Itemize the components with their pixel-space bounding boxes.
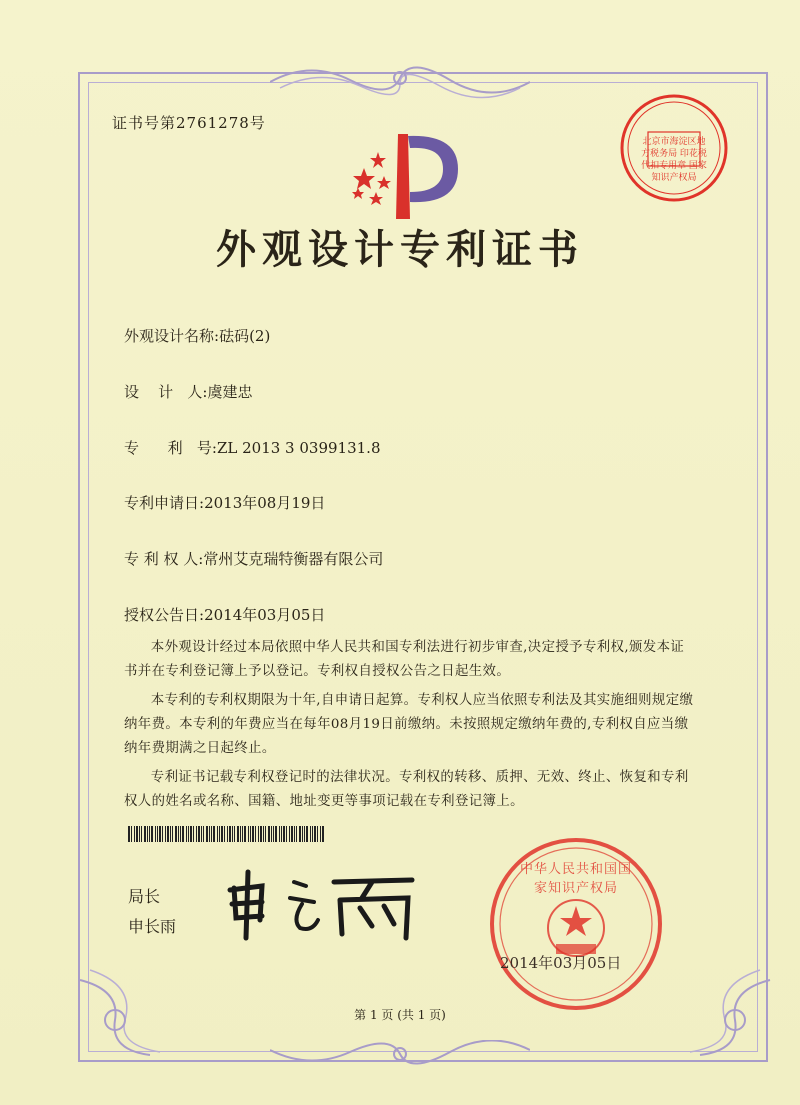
barcode-bar — [263, 826, 264, 842]
grant-date-row — [124, 604, 325, 625]
barcode-bar — [147, 826, 148, 842]
barcode-bar — [134, 826, 135, 842]
barcode-icon — [128, 826, 328, 842]
barcode-bar — [165, 826, 166, 842]
certificate-title: 外观设计专利证书 — [216, 226, 584, 273]
barcode-bar — [291, 826, 293, 842]
grant-date-label: 授权公告日: — [124, 606, 205, 624]
bottom-ornament-icon — [270, 1040, 530, 1074]
barcode-bar — [151, 826, 153, 842]
barcode-bar — [255, 826, 256, 842]
barcode-bar — [172, 826, 173, 842]
barcode-bar — [213, 826, 215, 842]
barcode-bar — [198, 826, 200, 842]
barcode-bar — [234, 826, 235, 842]
barcode-bar — [155, 826, 156, 842]
barcode-bar — [206, 826, 208, 842]
director-title: 局长 — [128, 887, 161, 906]
barcode-bar — [304, 826, 305, 842]
barcode-bar — [175, 826, 177, 842]
barcode-bar — [209, 826, 210, 842]
design-name-label: 外观设计名称: — [124, 327, 220, 345]
barcode-bar — [141, 826, 142, 842]
designer-row — [124, 381, 252, 402]
barcode-bar — [281, 826, 282, 842]
patent-number-value: ZL 2013 3 0399131.8 — [216, 439, 381, 457]
barcode-bar — [149, 826, 150, 842]
grant-stamp-date: 2014年03月05日 — [500, 954, 622, 972]
barcode-bar — [312, 826, 313, 842]
filing-date-row — [124, 492, 325, 513]
barcode-bar — [170, 826, 171, 842]
barcode-bar — [190, 826, 192, 842]
paragraph-grant: 本外观设计经过本局依照中华人民共和国专利法进行初步审查,决定授予专利权,颁发本证书并在专利登记簿上予以登记。专利权自授权公告之日起生效。 — [124, 640, 685, 679]
page-number: 第 1 页 (共 1 页) — [354, 1008, 446, 1022]
design-name-value: 砝码(2) — [219, 327, 271, 345]
barcode-bar — [167, 826, 169, 842]
barcode-bar — [252, 826, 254, 842]
barcode-bar — [302, 826, 303, 842]
barcode-bar — [306, 826, 308, 842]
barcode-bar — [188, 826, 189, 842]
barcode-bar — [131, 826, 132, 842]
barcode-bar — [294, 826, 295, 842]
barcode-bar — [242, 826, 243, 842]
barcode-bar — [248, 826, 249, 842]
barcode-bar — [296, 826, 297, 842]
grant-date-value: 2014年03月05日 — [204, 606, 326, 624]
barcode-bar — [310, 826, 311, 842]
barcode-bar — [275, 826, 277, 842]
patentee-value: 常州艾克瑞特衡器有限公司 — [203, 550, 384, 568]
sipo-logo-icon — [348, 124, 468, 224]
barcode-bar — [299, 826, 301, 842]
official-seal-text: 中华人民共和国国家知识产权局 — [520, 862, 633, 896]
barcode-bar — [271, 826, 272, 842]
patent-number-row — [124, 437, 381, 458]
barcode-bar — [317, 826, 318, 842]
top-ornament-icon — [270, 60, 530, 100]
certificate-body — [124, 636, 694, 819]
designer-value: 虞建忠 — [207, 383, 253, 401]
barcode-bar — [258, 826, 259, 842]
designer-label: 设 计 人: — [124, 383, 208, 401]
barcode-bar — [232, 826, 233, 842]
director-name: 申长雨 — [128, 917, 177, 936]
barcode-bar — [286, 826, 287, 842]
barcode-bar — [162, 826, 163, 842]
barcode-bar — [136, 826, 138, 842]
barcode-bar — [211, 826, 212, 842]
filing-date-label: 专利申请日: — [124, 494, 205, 512]
barcode-bar — [203, 826, 204, 842]
patentee-row — [124, 548, 383, 569]
barcode-bar — [182, 826, 184, 842]
barcode-bar — [320, 826, 321, 842]
barcode-bar — [180, 826, 181, 842]
barcode-bar — [224, 826, 225, 842]
barcode-bar — [186, 826, 187, 842]
barcode-bar — [240, 826, 241, 842]
barcode-bar — [157, 826, 158, 842]
barcode-bar — [144, 826, 146, 842]
barcode-bar — [250, 826, 251, 842]
barcode-bar — [237, 826, 239, 842]
barcode-bar — [229, 826, 231, 842]
director-signature-icon — [222, 868, 422, 948]
barcode-bar — [193, 826, 194, 842]
barcode-bar — [283, 826, 285, 842]
barcode-bar — [268, 826, 270, 842]
barcode-bar — [244, 826, 246, 842]
barcode-bar — [178, 826, 179, 842]
barcode-bar — [219, 826, 220, 842]
paragraph-legal-status: 专利证书记载专利权登记时的法律状况。专利权的转移、质押、无效、终止、恢复和专利权人的姓名或名称、国籍、地址变更等事项记载在专利登记簿上。 — [124, 770, 689, 809]
barcode-bar — [273, 826, 274, 842]
patentee-label: 专 利 权 人: — [124, 550, 204, 568]
barcode-bar — [322, 826, 324, 842]
patent-number-label: 专 利 号: — [124, 439, 217, 457]
barcode-bar — [314, 826, 316, 842]
barcode-bar — [260, 826, 262, 842]
certificate-number: 证书号第2761278号 — [112, 114, 266, 132]
barcode-bar — [227, 826, 228, 842]
barcode-bar — [201, 826, 202, 842]
barcode-bar — [221, 826, 223, 842]
barcode-bar — [217, 826, 218, 842]
barcode-bar — [279, 826, 280, 842]
barcode-bar — [265, 826, 266, 842]
filing-date-value: 2013年08月19日 — [204, 494, 326, 512]
barcode-bar — [139, 826, 140, 842]
tax-stamp-text: 北京市海淀区地方税务局 印花税 代扣专用章 国家知识产权局 — [641, 137, 707, 183]
paragraph-term: 本专利的专利权期限为十年,自申请日起算。专利权人应当依照专利法及其实施细则规定缴纳年费。本专利的年费应当在每年08月19日前缴纳。未按照规定缴纳年费的,专利权自应当缴纳年费期满之日起终止。 — [124, 693, 694, 756]
design-name-row — [124, 325, 270, 346]
barcode-bar — [289, 826, 290, 842]
barcode-bar — [196, 826, 197, 842]
barcode-bar — [159, 826, 161, 842]
barcode-bar — [128, 826, 130, 842]
